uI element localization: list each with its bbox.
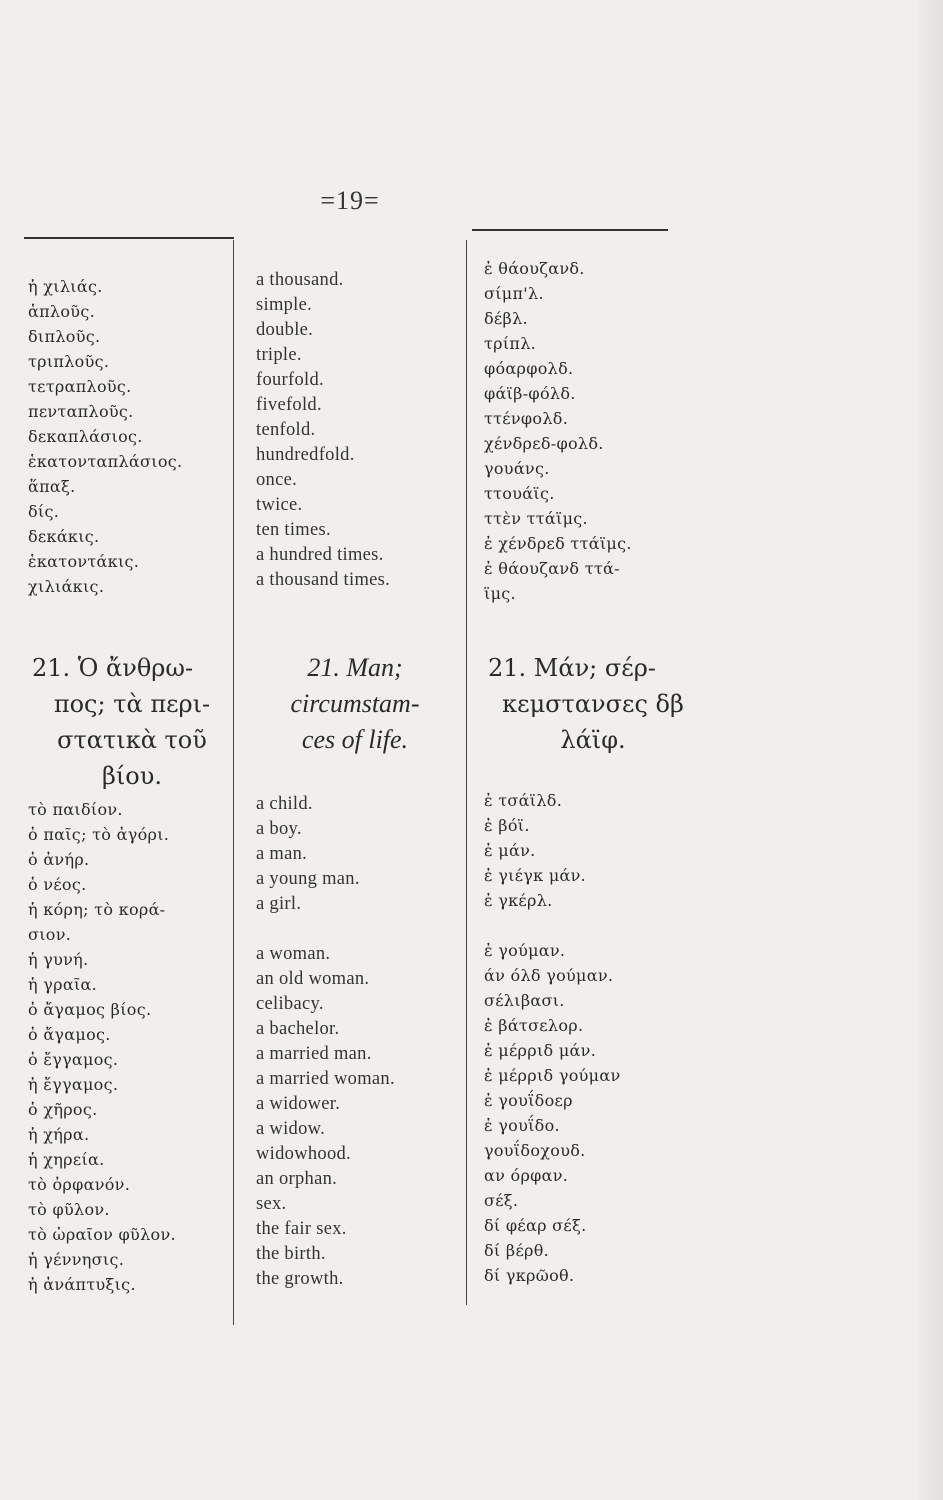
english-column-top [256,268,464,593]
greek-entry: δεκαπλάσιος. [28,427,143,446]
greek-entry: ἁπλοῦς. [28,302,95,321]
phonetic-entry: γουΐδοχουδ. [484,1141,586,1160]
greek-entry: ἡ χήρα. [28,1125,90,1144]
english-entry: a boy. [256,819,302,839]
phonetic-entry: γουάνς. [484,459,550,478]
english-entry: a hundred times. [256,545,384,565]
heading-line: 21. Μάν; σέρ- [488,654,656,682]
greek-column-top [28,274,233,599]
greek-entry: ὁ παῖς; τὸ ἀγόρι. [28,825,170,844]
phonetic-entry: αν όρφαν. [484,1166,569,1185]
heading-line: 21. Man; [307,653,403,682]
phonetic-entry: ϊμς. [484,584,516,603]
english-entry: simple. [256,295,313,315]
phonetic-entry: ττουάϊς. [484,484,555,503]
phonetic-entry: φόαρφολδ. [484,359,574,378]
phonetic-entry: ἐ γουΐδοερ [484,1091,573,1110]
english-entry: a widow. [256,1119,326,1139]
english-entry: hundredfold. [256,445,355,465]
english-entry: a young man. [256,869,360,889]
english-entry: a man. [256,844,308,864]
greek-entry: ἡ χηρεία. [28,1150,105,1169]
phonetic-entry [484,913,714,938]
phonetic-entry: δί φέαρ σέξ. [484,1216,587,1235]
heading-line: βίου. [102,762,162,790]
heading-line: κεμστανσες δβ [502,690,684,718]
greek-entry: τὸ παιδίον. [28,800,123,819]
column-divider-1 [233,240,234,1325]
greek-entry: ἑκατοντάκις. [28,552,140,571]
english-entry [256,917,464,942]
english-entry: an old woman. [256,969,370,989]
english-entry: fivefold. [256,395,322,415]
greek-entry: πενταπλοῦς. [28,402,134,421]
english-entry: a woman. [256,944,331,964]
phonetic-entry: δί γκρῶοθ. [484,1266,575,1285]
english-entry: a child. [256,794,313,814]
english-entry: twice. [256,495,303,515]
english-entry: an orphan. [256,1169,338,1189]
phonetic-entry: ἐ γκέρλ. [484,891,553,910]
greek-entry: ἡ ἀνάπτυξις. [28,1275,136,1294]
column-divider-2 [466,240,467,1305]
english-entry: triple. [256,345,302,365]
phonetic-column-bottom [484,788,714,1288]
english-entry: a married woman. [256,1069,395,1089]
greek-entry: τριπλοῦς. [28,352,110,371]
phonetic-entry: φάϊβ-φόλδ. [484,384,576,403]
page-edge [917,0,943,1500]
greek-entry: ἅπαξ. [28,477,76,496]
english-entry: tenfold. [256,420,316,440]
heading-line: στατικὰ τοῦ [57,726,207,754]
phonetic-entry: ἐ μέρριδ μάν. [484,1041,597,1060]
english-entry: a girl. [256,894,302,914]
greek-entry: τὸ ὡραῖον φῦλον. [28,1225,176,1244]
heading-line: ces of life. [301,725,409,754]
greek-entry: ὁ ἀνήρ. [28,850,90,869]
greek-entry: ἡ γραῖα. [28,975,98,994]
english-entry: the fair sex. [256,1219,347,1239]
greek-entry: δίς. [28,502,60,521]
phonetic-entry: ἐ γιέγκ μάν. [484,866,587,885]
phonetic-entry: ἐ μάν. [484,841,536,860]
english-entry: the growth. [256,1269,344,1289]
phonetic-entry: ἐ μέρριδ γούμαν [484,1066,621,1085]
greek-entry: ἡ ἔγγαμος. [28,1075,119,1094]
section-heading-greek [32,650,232,794]
phonetic-entry: δί βέρθ. [484,1241,550,1260]
english-entry: the birth. [256,1244,326,1264]
greek-entry: ἡ γέννησις. [28,1250,125,1269]
phonetic-entry: χένδρεδ-φολδ. [484,434,604,453]
page-number: =19= [320,186,380,215]
section-heading-english [250,650,460,758]
greek-entry: ὁ ἔγγαμος. [28,1050,119,1069]
english-entry: double. [256,320,314,340]
phonetic-entry: σέξ. [484,1191,519,1210]
section-heading-phonetic [488,650,698,758]
heading-line: 21. Ὁ ἄνθρω- [32,654,194,682]
greek-entry: ἡ χιλιάς. [28,277,103,296]
greek-entry: τὸ φῦλον. [28,1200,110,1219]
greek-entry: χιλιάκις. [28,577,105,596]
header-rule-right [472,229,668,231]
phonetic-entry: ἐ θάουζανδ ττά- [484,559,620,578]
english-entry: fourfold. [256,370,324,390]
english-entry: sex. [256,1194,287,1214]
phonetic-entry: δέβλ. [484,309,528,328]
heading-line: circumstam- [290,689,420,718]
phonetic-entry: ἐ βόϊ. [484,816,530,835]
greek-entry: δεκάκις. [28,527,100,546]
greek-entry: τετραπλοῦς. [28,377,132,396]
greek-entry: ὁ ἄγαμος. [28,1025,111,1044]
phonetic-entry: τρίπλ. [484,334,537,353]
heading-line: πος; τὰ περι- [53,690,211,718]
phonetic-entry: ἐ γουΐδο. [484,1116,560,1135]
phonetic-entry: ττὲν ττάϊμς. [484,509,588,528]
english-entry: ten times. [256,520,331,540]
greek-entry: ὁ ἄγαμος βίος. [28,1000,152,1019]
english-entry: a married man. [256,1044,372,1064]
heading-line: λάϊφ. [560,726,626,754]
greek-entry: διπλοῦς. [28,327,101,346]
english-entry: widowhood. [256,1144,351,1164]
english-column-bottom [256,792,464,1292]
phonetic-column-top [484,256,714,606]
greek-entry: ὁ νέος. [28,875,87,894]
greek-entry: σιον. [28,925,72,944]
greek-column-bottom [28,797,233,1297]
greek-entry: ἡ γυνή. [28,950,89,969]
english-entry: a thousand times. [256,570,391,590]
phonetic-entry: σίμπ'λ. [484,284,544,303]
phonetic-entry: άν όλδ γούμαν. [484,966,614,985]
english-entry: a widower. [256,1094,341,1114]
phonetic-entry: ἐ βάτσελορ. [484,1016,584,1035]
english-entry: celibacy. [256,994,324,1014]
greek-entry: ὁ χῆρος. [28,1100,98,1119]
phonetic-entry: ἐ γούμαν. [484,941,566,960]
english-entry: a thousand. [256,270,344,290]
greek-entry: τὸ ὀρφανόν. [28,1175,131,1194]
phonetic-entry: ἐ τσάϊλδ. [484,791,563,810]
phonetic-entry: ἐ θάουζανδ. [484,259,585,278]
english-entry: once. [256,470,298,490]
phonetic-entry: ττένφολδ. [484,409,569,428]
phonetic-entry: σέλιβασι. [484,991,565,1010]
english-entry: a bachelor. [256,1019,340,1039]
greek-entry: ἑκατονταπλάσιος. [28,452,183,471]
greek-entry: ἡ κόρη; τὸ κορά- [28,900,166,919]
phonetic-entry: ἐ χένδρεδ ττάϊμς. [484,534,632,553]
header-rule-left [24,237,234,239]
